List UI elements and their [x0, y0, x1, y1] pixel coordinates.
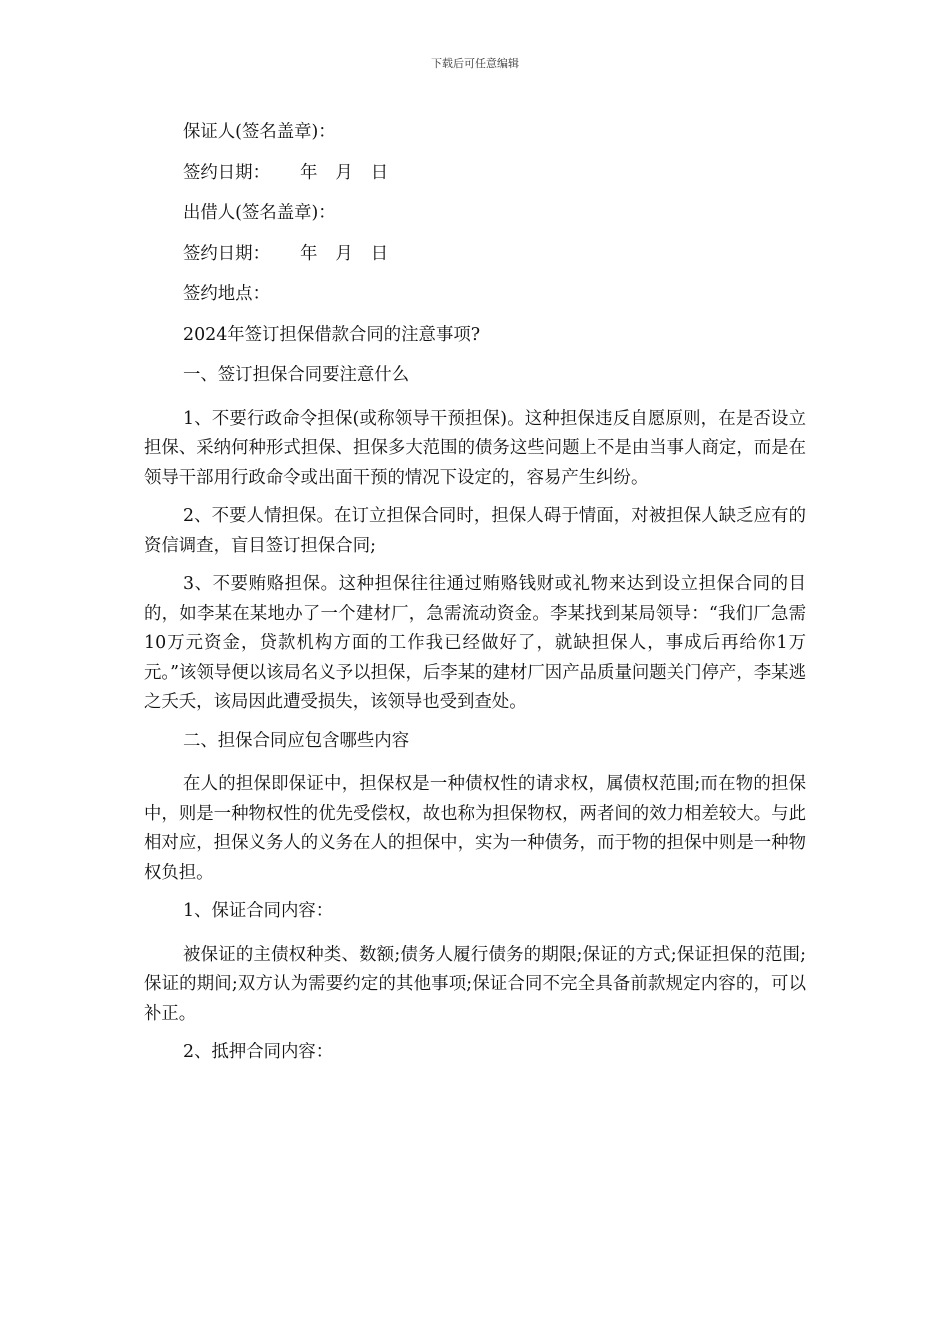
signing-date-label: 签约日期：	[183, 162, 270, 183]
subheading-mortgage-contract: 2、抵押合同内容：	[183, 1042, 334, 1062]
paragraph-bribery-guarantee: 3、不要贿赂担保。这种担保往往通过贿赂钱财或礼物来达到设立担保合同的目的，如李某在某地办了一个建材厂，急需流动资金。李某找到某局领导：“我们厂急需 10万元资金，贷款机构方面的工作我已经做好了，就缺担保人，事成后再给你1万元。”该领导便以该局名义予以担保，后李某的建材厂因产品质量问题关门停产，李某逃之夭夭，该局因此遭受损失，该领导也受到查处。	[144, 574, 806, 712]
paragraph-administrative-guarantee: 1、不要行政命令担保(或称领导干预担保)。这种担保违反自愿原则，在是否设立担保、采纳何种形式担保、担保多大范围的债务这些问题上不是由当事人商定，而是在领导干部用行政命令或出面干预的情况下设定的，容易产生纠纷。	[144, 408, 806, 488]
day-label: 日	[370, 162, 389, 183]
paragraph-guarantee-rights: 在人的担保即保证中，担保权是一种债权性的请求权，属债权范围;而在物的担保中，则是一种物权性的优先受偿权，故也称为担保物权，两者间的效力相差较大。与此相对应，担保义务人的义务在人的担保中，实为一种债务，而于物的担保中则是一种物权负担。	[144, 774, 806, 883]
day-label: 日	[370, 243, 389, 264]
document-body	[144, 112, 806, 1073]
month-label: 月	[335, 243, 353, 264]
month-label: 月	[335, 162, 353, 183]
signing-date-label: 签约日期：	[183, 243, 270, 264]
signing-place-line: 签约地点：	[183, 284, 270, 304]
lender-signature-line: 出借人(签名盖章)：	[183, 203, 336, 223]
section-heading-1: 一、签订担保合同要注意什么	[183, 365, 410, 385]
guarantor-signature-line: 保证人(签名盖章)：	[183, 122, 336, 142]
paragraph-favor-guarantee: 2、不要人情担保。在订立担保合同时，担保人碍于情面，对被担保人缺乏应有的资信调查，盲目签订担保合同;	[144, 506, 806, 556]
article-title: 2024年签订担保借款合同的注意事项?	[183, 324, 481, 345]
section-heading-2: 二、担保合同应包含哪些内容	[183, 730, 410, 751]
subheading-guarantee-contract: 1、保证合同内容：	[183, 901, 334, 921]
page-header: 下载后可任意编辑	[431, 57, 519, 70]
paragraph-guarantee-contract-content: 被保证的主债权种类、数额;债务人履行债务的期限;保证的方式;保证担保的范围;保证的期间;双方认为需要约定的其他事项;保证合同不完全具备前款规定内容的，可以补正。	[144, 944, 806, 1024]
year-label: 年	[299, 243, 318, 264]
signing-date-line-1	[144, 153, 806, 194]
year-label: 年	[299, 162, 318, 183]
signing-date-line-2	[144, 234, 806, 275]
